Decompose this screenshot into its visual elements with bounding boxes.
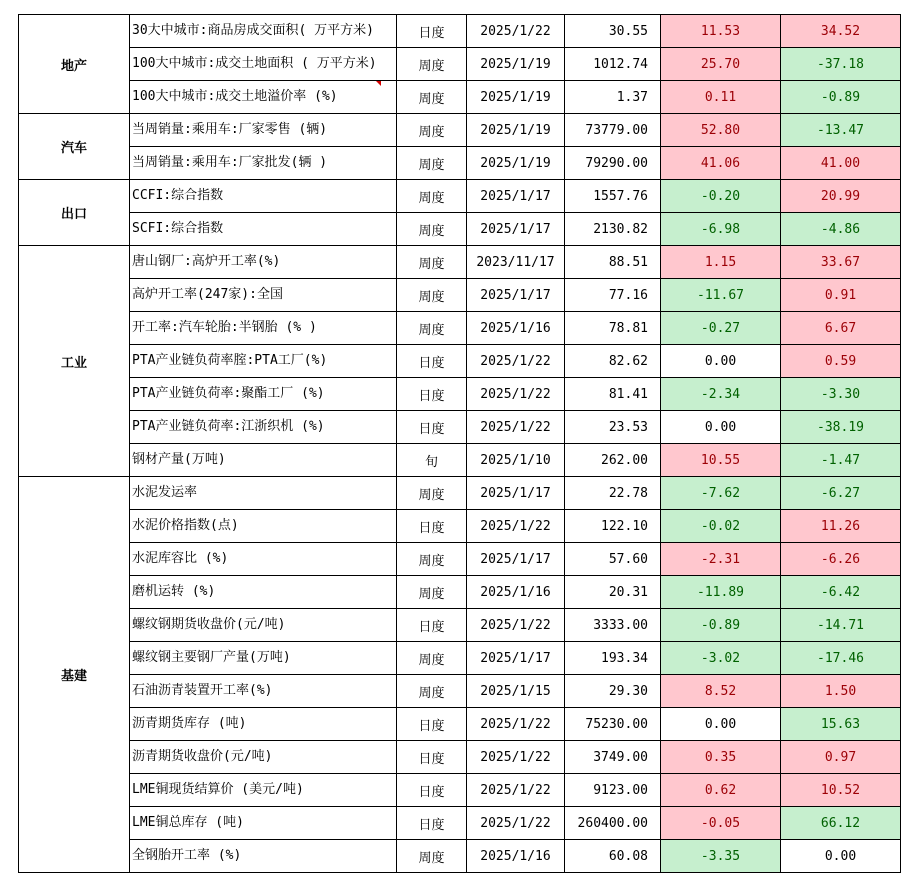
indicator-name-cell: PTA产业链负荷率:江浙织机 (%) xyxy=(130,411,397,444)
date-cell: 2025/1/22 xyxy=(467,741,565,774)
date-cell: 2025/1/17 xyxy=(467,279,565,312)
change-cell-2: 10.52 xyxy=(781,774,901,807)
indicator-name-cell: 水泥价格指数(点) xyxy=(130,510,397,543)
date-cell: 2025/1/19 xyxy=(467,48,565,81)
value-cell: 75230.00 xyxy=(565,708,661,741)
frequency-cell: 日度 xyxy=(397,15,467,48)
change-cell-1: -6.98 xyxy=(661,213,781,246)
change-cell-2: 41.00 xyxy=(781,147,901,180)
table-row xyxy=(19,477,901,510)
table-body xyxy=(19,15,901,873)
table-row xyxy=(19,576,901,609)
sector-label: 地产 xyxy=(19,15,130,114)
change-cell-2: 34.52 xyxy=(781,15,901,48)
date-cell: 2025/1/22 xyxy=(467,15,565,48)
frequency-cell: 周度 xyxy=(397,576,467,609)
change-cell-2: -17.46 xyxy=(781,642,901,675)
indicator-name-cell: 水泥发运率 xyxy=(130,477,397,510)
frequency-cell: 周度 xyxy=(397,147,467,180)
change-cell-2: -37.18 xyxy=(781,48,901,81)
indicator-name-cell: 当周销量:乘用车:厂家批发(辆 ) xyxy=(130,147,397,180)
date-cell: 2025/1/17 xyxy=(467,477,565,510)
table-row xyxy=(19,741,901,774)
value-cell: 82.62 xyxy=(565,345,661,378)
change-cell-1: 0.11 xyxy=(661,81,781,114)
indicator-name-cell: 100大中城市:成交土地溢价率 (%) xyxy=(130,81,397,114)
value-cell: 1.37 xyxy=(565,81,661,114)
indicator-name-cell: CCFI:综合指数 xyxy=(130,180,397,213)
change-cell-1: -2.31 xyxy=(661,543,781,576)
frequency-cell: 日度 xyxy=(397,378,467,411)
frequency-cell: 日度 xyxy=(397,807,467,840)
change-cell-1: 1.15 xyxy=(661,246,781,279)
date-cell: 2025/1/10 xyxy=(467,444,565,477)
value-cell: 73779.00 xyxy=(565,114,661,147)
date-cell: 2025/1/17 xyxy=(467,180,565,213)
change-cell-2: 6.67 xyxy=(781,312,901,345)
change-cell-1: 41.06 xyxy=(661,147,781,180)
frequency-cell: 日度 xyxy=(397,774,467,807)
frequency-cell: 周度 xyxy=(397,246,467,279)
sector-label: 出口 xyxy=(19,180,130,246)
table-row xyxy=(19,312,901,345)
value-cell: 81.41 xyxy=(565,378,661,411)
frequency-cell: 周度 xyxy=(397,279,467,312)
date-cell: 2025/1/19 xyxy=(467,81,565,114)
sector-label: 汽车 xyxy=(19,114,130,180)
table-row xyxy=(19,510,901,543)
date-cell: 2025/1/22 xyxy=(467,807,565,840)
frequency-cell: 旬 xyxy=(397,444,467,477)
change-cell-2: -3.30 xyxy=(781,378,901,411)
indicator-sheet xyxy=(18,14,901,873)
change-cell-1: -3.02 xyxy=(661,642,781,675)
table-row xyxy=(19,840,901,873)
indicator-name-cell: 螺纹钢主要钢厂产量(万吨) xyxy=(130,642,397,675)
indicator-name-cell: 石油沥青装置开工率(%) xyxy=(130,675,397,708)
date-cell: 2025/1/17 xyxy=(467,642,565,675)
table-row xyxy=(19,675,901,708)
indicator-name-cell: 当周销量:乘用车:厂家零售 (辆) xyxy=(130,114,397,147)
change-cell-1: -0.27 xyxy=(661,312,781,345)
sector-label: 基建 xyxy=(19,477,130,873)
value-cell: 1012.74 xyxy=(565,48,661,81)
change-cell-1: -3.35 xyxy=(661,840,781,873)
frequency-cell: 周度 xyxy=(397,213,467,246)
change-cell-1: 0.62 xyxy=(661,774,781,807)
table-row xyxy=(19,378,901,411)
indicator-name-cell: LME铜总库存 (吨) xyxy=(130,807,397,840)
value-cell: 57.60 xyxy=(565,543,661,576)
change-cell-2: -6.26 xyxy=(781,543,901,576)
indicator-name-cell: PTA产业链负荷率腟:PTA工厂(%) xyxy=(130,345,397,378)
frequency-cell: 周度 xyxy=(397,675,467,708)
change-cell-2: 0.59 xyxy=(781,345,901,378)
change-cell-1: 52.80 xyxy=(661,114,781,147)
frequency-cell: 周度 xyxy=(397,81,467,114)
value-cell: 193.34 xyxy=(565,642,661,675)
frequency-cell: 日度 xyxy=(397,510,467,543)
change-cell-2: 66.12 xyxy=(781,807,901,840)
change-cell-2: -1.47 xyxy=(781,444,901,477)
date-cell: 2025/1/22 xyxy=(467,378,565,411)
change-cell-1: 25.70 xyxy=(661,48,781,81)
change-cell-2: 33.67 xyxy=(781,246,901,279)
indicator-name-cell: 唐山钢厂:高炉开工率(%) xyxy=(130,246,397,279)
date-cell: 2025/1/22 xyxy=(467,609,565,642)
change-cell-2: -0.89 xyxy=(781,81,901,114)
frequency-cell: 周度 xyxy=(397,543,467,576)
indicator-name-cell: LME铜现货结算价 (美元/吨) xyxy=(130,774,397,807)
change-cell-1: 0.00 xyxy=(661,345,781,378)
sector-label: 工业 xyxy=(19,246,130,477)
indicator-name-cell: 沥青期货收盘价(元/吨) xyxy=(130,741,397,774)
indicator-name-cell: 100大中城市:成交土地面积 ( 万平方米) xyxy=(130,48,397,81)
table-row xyxy=(19,180,901,213)
change-cell-1: -0.02 xyxy=(661,510,781,543)
frequency-cell: 周度 xyxy=(397,180,467,213)
table-row xyxy=(19,708,901,741)
change-cell-2: -6.42 xyxy=(781,576,901,609)
date-cell: 2025/1/22 xyxy=(467,411,565,444)
date-cell: 2025/1/16 xyxy=(467,312,565,345)
table-row xyxy=(19,48,901,81)
change-cell-1: -11.89 xyxy=(661,576,781,609)
value-cell: 77.16 xyxy=(565,279,661,312)
value-cell: 9123.00 xyxy=(565,774,661,807)
value-cell: 260400.00 xyxy=(565,807,661,840)
indicator-name-cell: 水泥库容比 (%) xyxy=(130,543,397,576)
value-cell: 30.55 xyxy=(565,15,661,48)
comment-marker-icon xyxy=(376,81,381,86)
frequency-cell: 日度 xyxy=(397,345,467,378)
frequency-cell: 周度 xyxy=(397,114,467,147)
table-row xyxy=(19,807,901,840)
change-cell-2: 0.00 xyxy=(781,840,901,873)
change-cell-2: 11.26 xyxy=(781,510,901,543)
change-cell-2: -38.19 xyxy=(781,411,901,444)
indicator-name-cell: 开工率:汽车轮胎:半钢胎 (% ) xyxy=(130,312,397,345)
change-cell-1: 10.55 xyxy=(661,444,781,477)
value-cell: 78.81 xyxy=(565,312,661,345)
change-cell-2: -6.27 xyxy=(781,477,901,510)
change-cell-2: 0.91 xyxy=(781,279,901,312)
change-cell-2: 0.97 xyxy=(781,741,901,774)
value-cell: 60.08 xyxy=(565,840,661,873)
table-row xyxy=(19,15,901,48)
indicator-table xyxy=(18,14,901,873)
change-cell-1: -2.34 xyxy=(661,378,781,411)
change-cell-1: -0.89 xyxy=(661,609,781,642)
indicator-name-cell: 全钢胎开工率 (%) xyxy=(130,840,397,873)
table-row xyxy=(19,81,901,114)
change-cell-2: 1.50 xyxy=(781,675,901,708)
table-row xyxy=(19,609,901,642)
frequency-cell: 周度 xyxy=(397,477,467,510)
value-cell: 3333.00 xyxy=(565,609,661,642)
indicator-name-cell: 30大中城市:商品房成交面积( 万平方米) xyxy=(130,15,397,48)
frequency-cell: 周度 xyxy=(397,840,467,873)
indicator-name-cell: 螺纹钢期货收盘价(元/吨) xyxy=(130,609,397,642)
frequency-cell: 日度 xyxy=(397,741,467,774)
value-cell: 88.51 xyxy=(565,246,661,279)
table-row xyxy=(19,444,901,477)
date-cell: 2025/1/19 xyxy=(467,147,565,180)
change-cell-1: 8.52 xyxy=(661,675,781,708)
date-cell: 2025/1/22 xyxy=(467,774,565,807)
change-cell-1: 0.35 xyxy=(661,741,781,774)
indicator-name-cell: 沥青期货库存 (吨) xyxy=(130,708,397,741)
date-cell: 2025/1/19 xyxy=(467,114,565,147)
date-cell: 2025/1/22 xyxy=(467,345,565,378)
table-row xyxy=(19,774,901,807)
frequency-cell: 日度 xyxy=(397,708,467,741)
change-cell-2: 20.99 xyxy=(781,180,901,213)
table-row xyxy=(19,642,901,675)
change-cell-1: -0.20 xyxy=(661,180,781,213)
value-cell: 23.53 xyxy=(565,411,661,444)
value-cell: 262.00 xyxy=(565,444,661,477)
date-cell: 2025/1/22 xyxy=(467,708,565,741)
table-row xyxy=(19,543,901,576)
table-row xyxy=(19,345,901,378)
date-cell: 2023/11/17 xyxy=(467,246,565,279)
indicator-name-cell: 高炉开工率(247家):全国 xyxy=(130,279,397,312)
table-row xyxy=(19,411,901,444)
change-cell-2: -14.71 xyxy=(781,609,901,642)
date-cell: 2025/1/22 xyxy=(467,510,565,543)
frequency-cell: 周度 xyxy=(397,312,467,345)
value-cell: 1557.76 xyxy=(565,180,661,213)
change-cell-1: 11.53 xyxy=(661,15,781,48)
date-cell: 2025/1/15 xyxy=(467,675,565,708)
table-row xyxy=(19,114,901,147)
value-cell: 3749.00 xyxy=(565,741,661,774)
indicator-name-cell: SCFI:综合指数 xyxy=(130,213,397,246)
value-cell: 22.78 xyxy=(565,477,661,510)
change-cell-1: -7.62 xyxy=(661,477,781,510)
table-row xyxy=(19,246,901,279)
change-cell-1: -11.67 xyxy=(661,279,781,312)
change-cell-2: -4.86 xyxy=(781,213,901,246)
change-cell-2: 15.63 xyxy=(781,708,901,741)
date-cell: 2025/1/17 xyxy=(467,213,565,246)
change-cell-2: -13.47 xyxy=(781,114,901,147)
frequency-cell: 日度 xyxy=(397,411,467,444)
table-row xyxy=(19,213,901,246)
indicator-name-cell: PTA产业链负荷率:聚酯工厂 (%) xyxy=(130,378,397,411)
value-cell: 29.30 xyxy=(565,675,661,708)
change-cell-1: -0.05 xyxy=(661,807,781,840)
frequency-cell: 周度 xyxy=(397,642,467,675)
indicator-name-cell: 钢材产量(万吨) xyxy=(130,444,397,477)
value-cell: 20.31 xyxy=(565,576,661,609)
frequency-cell: 日度 xyxy=(397,609,467,642)
value-cell: 122.10 xyxy=(565,510,661,543)
table-row xyxy=(19,279,901,312)
date-cell: 2025/1/17 xyxy=(467,543,565,576)
change-cell-1: 0.00 xyxy=(661,708,781,741)
table-row xyxy=(19,147,901,180)
change-cell-1: 0.00 xyxy=(661,411,781,444)
frequency-cell: 周度 xyxy=(397,48,467,81)
date-cell: 2025/1/16 xyxy=(467,576,565,609)
value-cell: 79290.00 xyxy=(565,147,661,180)
value-cell: 2130.82 xyxy=(565,213,661,246)
date-cell: 2025/1/16 xyxy=(467,840,565,873)
indicator-name-cell: 磨机运转 (%) xyxy=(130,576,397,609)
